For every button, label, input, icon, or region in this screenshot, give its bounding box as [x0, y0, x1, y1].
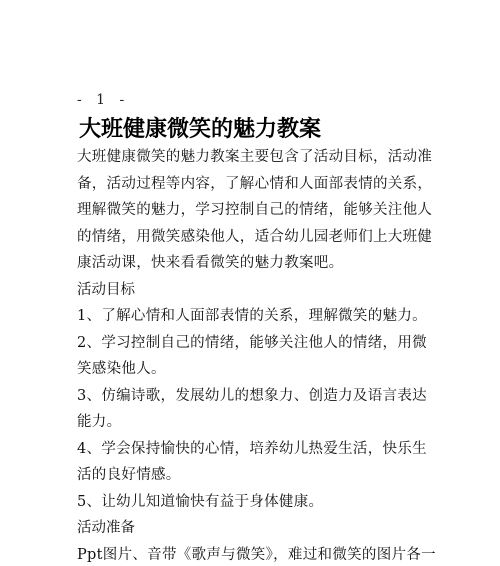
- goal-line: 5、让幼儿知道愉快有益于身体健康。: [77, 493, 324, 510]
- goal-line: 能力。: [77, 414, 122, 430]
- page-number: - 1 -: [77, 92, 130, 108]
- goal-line: 活的良好情感。: [77, 467, 181, 483]
- goal-item-2: [77, 330, 427, 383]
- goal-line: 3、仿编诗歌，发展幼儿的想象力、创造力及语言表达: [77, 387, 427, 404]
- intro-line: 的情绪，用微笑感染他人，适合幼儿园老师们上大班健: [77, 228, 433, 245]
- document-title: 大班健康微笑的魅力教案: [79, 116, 322, 142]
- goal-line: 1、了解心情和人面部表情的关系，理解微笑的魅力。: [77, 308, 427, 324]
- goal-item-3: [77, 383, 427, 436]
- intro-line: 备，活动过程等内容，了解心情和人面部表情的关系，: [77, 175, 433, 192]
- intro-line: 理解微笑的魅力，学习控制自己的情绪，能够关注他人: [77, 202, 433, 218]
- section-heading-goals: 活动目标: [77, 281, 135, 298]
- prep-line: Ppt图片、音带《歌声与微笑》，难过和微笑的图片各一: [77, 546, 436, 563]
- intro-paragraph: [77, 144, 433, 277]
- goal-item-5: [77, 489, 422, 516]
- section-heading-prep: 活动准备: [77, 520, 135, 536]
- goal-item-4: [77, 436, 427, 489]
- intro-line: 大班健康微笑的魅力教案主要包含了活动目标，活动准: [77, 149, 433, 165]
- document-body: [77, 144, 436, 566]
- goal-line: 2、学习控制自己的情绪，能够关注他人的情绪，用微: [77, 334, 427, 351]
- goal-line: 4、学会保持愉快的心情，培养幼儿热爱生活，快乐生: [77, 440, 427, 457]
- goal-line: 笑感染他人。: [77, 361, 166, 377]
- intro-line: 康活动课，快来看看微笑的魅力教案吧。: [77, 255, 344, 271]
- goal-item-1: [77, 303, 427, 330]
- prep-paragraph: [77, 542, 436, 566]
